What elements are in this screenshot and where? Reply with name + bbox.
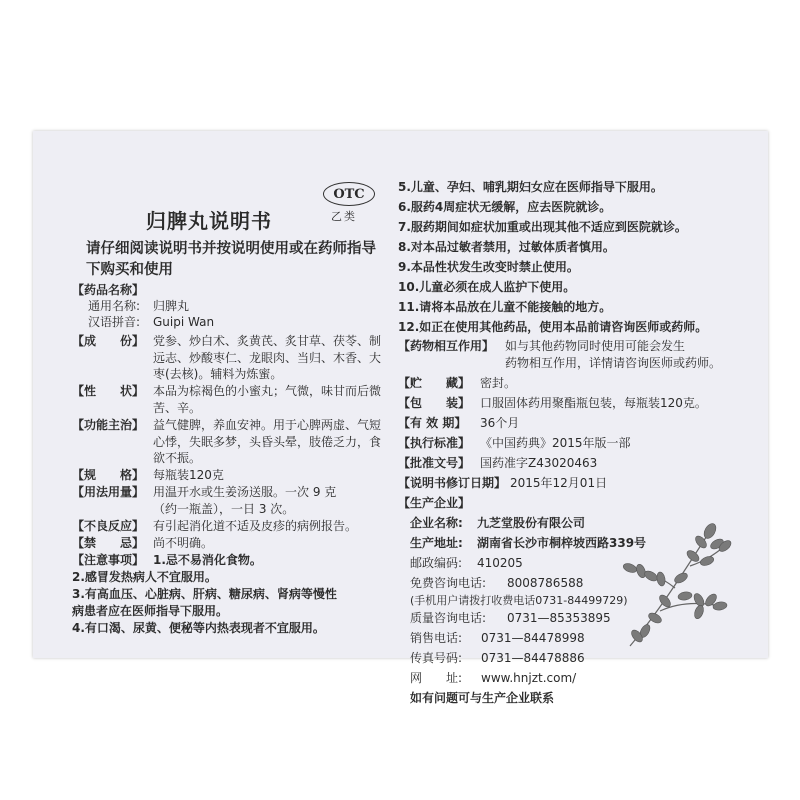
package-value: 口服固体药用聚酯瓶包装，每瓶装120克。 [480,396,707,410]
storage-label: 【贮 藏】 [398,376,471,390]
validity-value: 36个月 [480,416,520,430]
composition-value: 党参、炒白术、炙黄芪、炙甘草、茯苓、制远志、炒酸枣仁、龙眼肉、当归、木香、大枣(去核)。辅料为炼蜜。 [153,334,382,381]
indications-value: 益气健脾，养血安神。用于心脾两虚、气短心悸，失眠多梦，头昏头晕，肢倦乏力，食欲不振。 [153,418,382,465]
company-name-value: 九芝堂股份有限公司 [477,516,586,530]
precaution-item-3a: 3.有高血压、心脏病、肝病、糖尿病、肾病等慢性 [72,587,337,601]
precaution-item-6: 6.服药4周症状无缓解，应去医院就诊。 [398,200,612,214]
hotline-value: 8008786588 [507,576,584,590]
interaction-label: 【药物相互作用】 [398,339,495,353]
contraindication-label: 【禁 忌】 [72,536,145,550]
spec-label: 【规 格】 [72,468,145,482]
spec-value: 每瓶装120克 [153,468,224,482]
fax-label: 传真号码: [410,651,463,665]
storage-value: 密封。 [480,376,517,390]
contact-footer: 如有问题可与生产企业联系 [410,691,555,705]
precaution-item-1: 1.忌不易消化食物。 [153,553,262,567]
address-label: 生产地址: [410,536,463,550]
precautions-label: 【注意事项】 [72,553,145,567]
approval-value: 国药准字Z43020463 [480,456,598,470]
precaution-item-3b: 病患者应在医师指导下服用。 [72,604,229,618]
appearance-label: 【性 状】 [72,384,145,398]
fax-value: 0731—84478886 [481,651,585,665]
drug-class-label: 乙类 [331,210,357,223]
zip-label: 邮政编码: [410,556,463,570]
quality-hotline-label: 质量咨询电话: [410,611,487,625]
dosage-line-1: 用温开水或生姜汤送服。一次 9 克 [153,485,337,499]
otc-badge: OTC [323,182,375,206]
precaution-item-4: 4.有口渴、尿黄、便秘等内热表现者不宜服用。 [72,621,325,635]
precaution-item-9: 9.本品性状发生改变时禁止使用。 [398,260,579,274]
website-label: 网 址: [410,671,463,685]
interaction-line-2: 药物相互作用，详情请咨询医师或药师。 [505,356,722,370]
contraindication-value: 尚不明确。 [153,536,214,550]
indications-label: 【功能主治】 [72,418,145,432]
company-name-label: 企业名称: [410,516,463,530]
appearance-value: 本品为棕褐色的小蜜丸；气微，味甘而后微苦、辛。 [153,384,382,415]
precaution-item-11: 11.请将本品放在儿童不能接触的地方。 [398,300,612,314]
hotline-label: 免费咨询电话: [410,576,487,590]
sales-phone-label: 销售电话: [410,631,463,645]
address-value: 湖南省长沙市桐梓坡西路339号 [477,536,647,550]
validity-label: 【有 效 期】 [398,416,467,430]
website-value: www.hnjzt.com/ [481,671,577,685]
leaflet-title: 归脾丸说明书 [146,209,272,233]
interaction-line-1: 如与其他药物同时使用可能会发生 [505,339,686,353]
adverse-value: 有引起消化道不适及皮疹的病例报告。 [153,519,358,533]
pinyin-label: 汉语拼音: [88,315,141,329]
sales-phone-value: 0731—84478998 [481,631,585,645]
instruction-leaflet [33,131,768,705]
reading-notice: 请仔细阅读说明书并按说明使用或在药师指导下购买和使用 [86,241,376,278]
composition-label: 【成 份】 [72,334,145,348]
common-name-value: 归脾丸 [153,299,190,313]
precaution-item-2: 2.感冒发热病人不宜服用。 [72,570,217,584]
precaution-item-5: 5.儿童、孕妇、哺乳期妇女应在医师指导下服用。 [398,180,663,194]
pinyin-value: Guipi Wan [153,315,215,329]
standard-label: 【执行标准】 [398,436,471,450]
revision-label: 【说明书修订日期】 [398,476,507,490]
quality-hotline-value: 0731—85353895 [507,611,611,625]
precaution-item-10: 10.儿童必须在成人监护下使用。 [398,280,576,294]
dosage-label: 【用法用量】 [72,485,145,499]
drug-name-heading: 【药品名称】 [72,283,145,297]
manufacturer-label: 【生产企业】 [398,496,471,510]
mobile-note: (手机用户请拨打收费电话0731-84499729) [410,594,628,607]
approval-label: 【批准文号】 [398,456,471,470]
dosage-line-2: （约一瓶盖），一日 3 次。 [153,502,295,516]
package-label: 【包 装】 [398,396,471,410]
common-name-label: 通用名称: [88,299,141,313]
precaution-item-7: 7.服药期间如症状加重或出现其他不适应到医院就诊。 [398,220,687,234]
zip-value: 410205 [477,556,523,570]
adverse-label: 【不良反应】 [72,519,145,533]
precaution-item-8: 8.对本品过敏者禁用，过敏体质者慎用。 [398,240,615,254]
herb-illustration [615,516,735,651]
standard-value: 《中国药典》2015年版一部 [480,436,631,450]
precaution-item-12: 12.如正在使用其他药品，使用本品前请咨询医师或药师。 [398,320,708,334]
revision-value: 2015年12月01日 [510,476,608,490]
